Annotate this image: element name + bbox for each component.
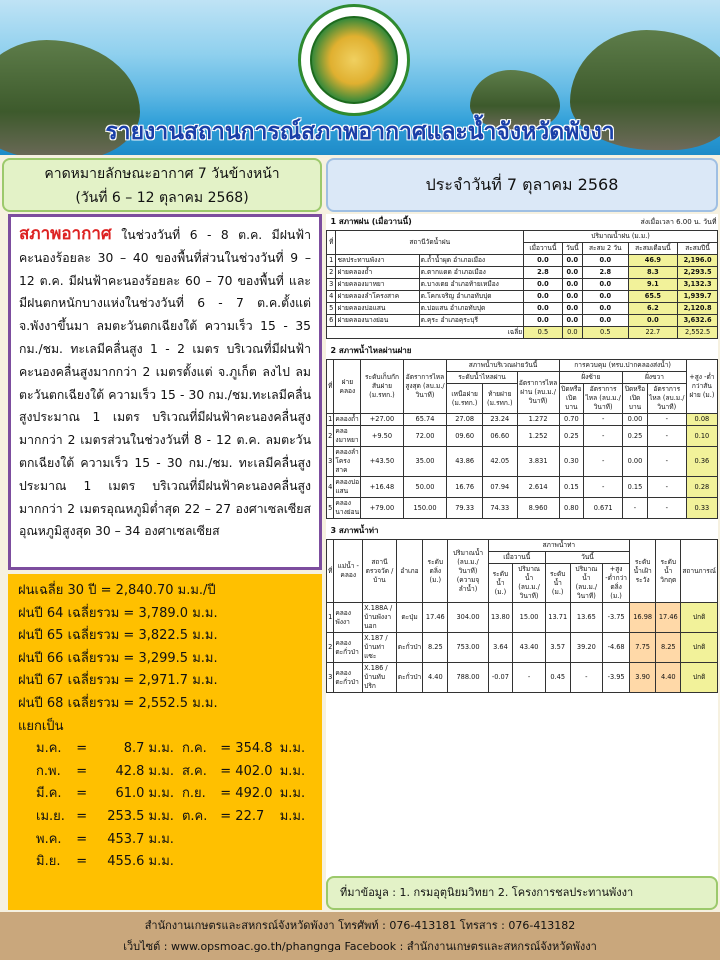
table-cell: 50.00 (403, 477, 447, 498)
table-cell: 0.0 (582, 255, 628, 267)
table-cell: 9.1 (628, 279, 677, 291)
table-cell: +79.00 (361, 498, 403, 519)
month-cell: มิ.ย. (36, 854, 61, 870)
month-cell (182, 829, 220, 852)
month-cell: = (76, 831, 88, 847)
month-cell: ม.ม. (279, 741, 306, 757)
table-cell: 17.46 (423, 603, 448, 633)
avg-cell: 2,552.5 (678, 327, 718, 339)
table-cell: 3 (327, 663, 334, 693)
table-cell: 07.94 (482, 477, 517, 498)
month-cell: ก.ย. (181, 786, 206, 802)
table-row (327, 663, 718, 693)
table-cell: 6.2 (628, 303, 677, 315)
table-cell: 06.60 (482, 426, 517, 447)
table-cell: 0.0 (524, 291, 563, 303)
table-row (327, 414, 718, 426)
month-row (18, 851, 318, 874)
month-cell: ส.ค. (181, 763, 207, 779)
table-cell: - (584, 477, 623, 498)
table3-title: 3 สภาพน้ำท่า (330, 526, 379, 535)
th-no: ที่ (327, 540, 334, 603)
table-cell: 0.33 (686, 498, 717, 519)
table-cell: 6 (327, 315, 336, 327)
th-col: เมื่อวานนี้ (524, 243, 563, 255)
table-row (327, 447, 718, 477)
table-cell: ตะปุ่ม (396, 603, 422, 633)
table-cell: 1.252 (517, 426, 559, 447)
month-cell: ก.พ. (36, 763, 61, 779)
rain-line: ฝนปี 67 เฉลี่ยรวม = 2,971.7 ม.ม. (18, 673, 218, 689)
th-sub: ระดับน้ำไหลผ่าน (447, 372, 517, 384)
table-cell: คลองมาหยา (334, 426, 361, 447)
table-cell: 3.57 (545, 633, 570, 663)
table-cell: 35.00 (403, 447, 447, 477)
table-cell: X.187 / บ้านท่าแซะ (363, 633, 397, 663)
table-row (327, 315, 718, 327)
month-cell: 453.7 ม.ม. (107, 831, 174, 847)
th-station: สถานีตรวจวัด / บ้าน (363, 540, 397, 603)
table1-title: 1 สภาพฝน (เมื่อวานนี้) (330, 217, 412, 226)
th-amount: ปริมาณน้ำฝน (ม.ม.) (524, 231, 718, 243)
month-row (18, 761, 318, 784)
month-row (18, 829, 318, 852)
table-cell: 304.00 (448, 603, 488, 633)
table-cell: 0.0 (582, 315, 628, 327)
table-cell: 27.08 (447, 414, 483, 426)
table-cell: ต.บ่อแสน อำเภอทับปุด (419, 303, 524, 315)
table-cell: - (570, 663, 603, 693)
table-cell: - (584, 414, 623, 426)
month-cell: = (76, 763, 88, 779)
table-cell: 0.0 (562, 291, 582, 303)
table-cell: 0.0 (582, 291, 628, 303)
th-situation: สถานการณ์ (681, 540, 718, 603)
rain-line: ฝนเฉลี่ย 30 ปี = 2,840.70 ม.ม./ปี (18, 583, 216, 598)
month-cell: = (76, 854, 88, 870)
avg-cell: 0.5 (524, 327, 563, 339)
forecast-box (2, 158, 322, 212)
table-cell: 0.0 (562, 267, 582, 279)
th-no: ที่ (327, 360, 334, 414)
table-cell: ฝายคลองนางย่อน (336, 315, 419, 327)
weather-keyword: สภาพอากาศ (19, 224, 112, 244)
table-cell: 5 (327, 498, 334, 519)
th-sub: วันนี้ (545, 552, 629, 564)
th-no: ที่ (327, 231, 336, 255)
table-cell: 0.00 (623, 447, 648, 477)
th-watch: ระดับน้ำเฝ้าระวัง (630, 540, 656, 603)
table-cell: 1 (327, 255, 336, 267)
month-cell: = (76, 786, 88, 802)
th-bank: ระดับตลิ่ง (ม.) (423, 540, 448, 603)
footer (0, 912, 720, 960)
table-cell: 3,632.6 (678, 315, 718, 327)
table-cell: ปกติ (681, 633, 718, 663)
th-col: สะสมเดือนนี้ (628, 243, 677, 255)
avg-cell: 0.0 (562, 327, 582, 339)
table-cell: 0.15 (623, 477, 648, 498)
table-cell: 39.20 (570, 633, 603, 663)
table-cell: 4.40 (656, 663, 681, 693)
table-cell: 0.0 (582, 303, 628, 315)
weir-table (326, 343, 718, 519)
table-row (327, 498, 718, 519)
table-cell: 1 (327, 603, 334, 633)
table-cell: 2.8 (582, 267, 628, 279)
table-cell: 43.40 (513, 633, 546, 663)
table-cell: ฝายคลองถ้ำ (336, 267, 419, 279)
table-cell: 42.05 (482, 447, 517, 477)
table-cell: คลองบ่อแสน (334, 477, 361, 498)
rain-line: ฝนปี 65 เฉลี่ยรวม = 3,822.5 ม.ม. (18, 628, 218, 644)
ministry-seal-icon (298, 4, 410, 116)
table-cell: 0.10 (686, 426, 717, 447)
table-cell: 0.0 (524, 279, 563, 291)
table-cell: 0.08 (686, 414, 717, 426)
th-critical: ระดับน้ำวิกฤต (656, 540, 681, 603)
month-cell: ม.ม. (279, 786, 306, 802)
table-cell: -0.07 (488, 663, 513, 693)
table-cell: 13.71 (545, 603, 570, 633)
table-cell: 65.5 (628, 291, 677, 303)
table-cell: คลองนางย่อน (334, 498, 361, 519)
th-level: ระดับเก็บกักสันฝาย (ม.รทก.) (361, 360, 403, 414)
footer-contact: สำนักงานเกษตรและสหกรณ์จังหวัดพังงา โทรศัพท์ : 076-413181 โทรสาร : 076-413182 (144, 919, 576, 932)
table-cell: +9.50 (361, 426, 403, 447)
table-cell: 0.25 (623, 426, 648, 447)
month-cell: 8.7 ม.ม. (123, 741, 174, 757)
month-row (18, 806, 318, 829)
table-cell: 15.00 (513, 603, 546, 633)
table-cell: ฝายคลองมาหยา (336, 279, 419, 291)
table-cell: -3.95 (603, 663, 630, 693)
th-status: สภาพน้ำบริเวณฝายวันนี้ (447, 360, 559, 372)
table-row (327, 303, 718, 315)
table-cell: 0.0 (582, 279, 628, 291)
month-cell: = (76, 741, 88, 757)
table-cell: +27.00 (361, 414, 403, 426)
th-maxflow: อัตราการไหลสูงสุด (ลบ.ม./วินาที) (403, 360, 447, 414)
table-cell: 0.0 (562, 315, 582, 327)
th-control: การควบคุม (ทรบ.ปากคลองส่งน้ำ) (559, 360, 686, 372)
month-cell: ม.ค. (36, 741, 62, 757)
forecast-line2: (วันที่ 6 – 12 ตุลาคม 2568) (75, 190, 249, 206)
table-cell: 2 (327, 633, 334, 663)
rain-line: ฝนปี 68 เฉลี่ยรวม = 2,552.5 ม.ม. (18, 695, 218, 711)
table-cell: 0.80 (559, 498, 584, 519)
table-cell: 7.75 (630, 633, 656, 663)
table-cell: 0.0 (562, 255, 582, 267)
table-cell: 2,120.8 (678, 303, 718, 315)
table-cell: ต.บางเตย อำเภอท้ายเหมือง (419, 279, 524, 291)
table-cell: 23.24 (482, 414, 517, 426)
weather-body: ในช่วงวันที่ 6 - 8 ต.ค. มีฝนฟ้าคะนองร้อยละ 30 – 40 ของพื้นที่ส่วนในช่วงวันที่ 9 – 12 ต.ค. มีฝนฟ้าคะนองร้อยละ 60 – 70 ของพื้นที่ และมีฝนตกหนักบางแห่งในช่วงวันที่ 6 - 7 ต.ค.ตั้งแต่ จ.พังงาขึ้นมา ลมตะวันตกเฉียงใต้ ความเร็ว 15 - 35 กม./ชม. ทะเลมีคลื่นสูง 1 - 2 เมตร บริเวณที่มีฝนฟ้าคะนองคลื่นสูงมากกว่า 2 เมตรตั้งแต่ จ.ภูเก็ต ลงไป ลมตะวันตกเฉียงใต้ ความเร็ว 15 - 30 กม./ชม.ทะเลมีคลื่นสูงประมาณ 1 เมตร บริเวณที่มีฝนฟ้าคะนองคลื่นสูงมากกว่า 2 เมตรส่วนในช่วงวันที่ 8 - 12 ต.ค. ลมตะวันตกเฉียงใต้ ความเร็ว 15 - 30 กม./ชม. ทะเลมีคลื่นสูงประมาณ 1 เมตร บริเวณที่มีฝนฟ้าคะนองคลื่นสูงมากกว่า 2 เมตรอุณหภูมิต่ำสุด 22 – 27 องศาเซลเซียส อุณหภูมิสูงสุด 30 – 34 องศาเซลเซียส (19, 228, 311, 539)
th-sub: ระดับน้ำ (ม.) (488, 564, 513, 603)
table-cell: ต.โคกเจริญ อำเภอทับปุด (419, 291, 524, 303)
table-cell: 0.30 (559, 447, 584, 477)
th-sub: เหนือฝาย (ม.รทก.) (447, 384, 483, 414)
table-cell: ชลประทานพังงา (336, 255, 419, 267)
table-cell: 0.36 (686, 447, 717, 477)
th-sub: ฝั่งขวา (623, 372, 687, 384)
rain-line: ฝนปี 66 เฉลี่ยรวม = 3,299.5 ม.ม. (18, 650, 218, 666)
table-cell: ต.ถ้ำน้ำผุด อำเภอเมือง (419, 255, 524, 267)
table-cell: 0.0 (524, 255, 563, 267)
monthly-rainfall (18, 738, 312, 874)
th-district: อำเภอ (396, 540, 422, 603)
th-sub: อัตราการไหล (ลบ.ม./วินาที) (584, 384, 623, 414)
table-cell: 5 (327, 303, 336, 315)
table-cell: ฝายคลองลำโครงสาค (336, 291, 419, 303)
table-cell: 43.86 (447, 447, 483, 477)
table-row (327, 603, 718, 633)
weather-summary (8, 214, 322, 570)
table-row (327, 291, 718, 303)
table-cell: 0.45 (545, 663, 570, 693)
table-row (327, 279, 718, 291)
table-cell: 2.614 (517, 477, 559, 498)
month-cell: ต.ค. (181, 808, 208, 824)
table-cell: -3.75 (603, 603, 630, 633)
month-cell (220, 829, 279, 852)
table-cell: ตะกั่วป่า (396, 663, 422, 693)
table-cell: 3 (327, 447, 334, 477)
month-cell (280, 829, 318, 852)
header-banner (0, 0, 720, 155)
month-cell: = 22.7 (220, 808, 265, 824)
table-cell: 8.25 (656, 633, 681, 663)
table-cell: 0.0 (524, 303, 563, 315)
table-cell: คลองตะกั่วป่า (334, 633, 363, 663)
table-cell: 1,939.7 (678, 291, 718, 303)
table-cell: คลองพังงา (334, 603, 363, 633)
table-cell: 8.960 (517, 498, 559, 519)
month-cell (182, 851, 220, 874)
table-cell: 16.76 (447, 477, 483, 498)
table-cell: ปกติ (681, 663, 718, 693)
month-cell: 61.0 ม.ม. (115, 786, 174, 802)
table-cell: - (647, 498, 686, 519)
date-box: ประจำวันที่ 7 ตุลาคม 2568 (326, 158, 718, 212)
th-sub: ฝั่งซ้าย (559, 372, 623, 384)
rain-table (326, 214, 718, 339)
table-cell: 13.80 (488, 603, 513, 633)
rain-line: แยกเป็น (18, 718, 64, 734)
table-cell: 09.60 (447, 426, 483, 447)
table-cell: X.186 / บ้านทับปริก (363, 663, 397, 693)
month-cell: = (76, 808, 88, 824)
table-cell: 0.28 (686, 477, 717, 498)
th-sub: ปริมาณน้ำ (ลบ.ม./วินาที) (513, 564, 546, 603)
table-cell: +16.48 (361, 477, 403, 498)
data-source: ที่มาข้อมูล : 1. กรมอุตุนิยมวิทยา 2. โครงการชลประทานพังงา (326, 876, 718, 910)
table-cell: - (584, 447, 623, 477)
month-cell: 253.5 ม.ม. (107, 808, 174, 824)
month-cell: ก.ค. (181, 741, 207, 757)
table-cell: 753.00 (448, 633, 488, 663)
tables-panel (326, 214, 718, 882)
th-weir: ฝายคลอง (334, 360, 361, 414)
th-sub: ท้ายฝาย (ม.รทก.) (482, 384, 517, 414)
table-cell: ตะกั่วป่า (396, 633, 422, 663)
table-cell: ต.คุระ อำเภอคุระบุรี (419, 315, 524, 327)
page-title: รายงานสถานการณ์สภาพอากาศและน้ำจังหวัดพังงา (105, 118, 615, 145)
table-cell: 2,293.5 (678, 267, 718, 279)
table-cell: +43.50 (361, 447, 403, 477)
table-cell: 0.0 (524, 315, 563, 327)
month-cell: พ.ค. (36, 831, 62, 847)
table-cell: 0.70 (559, 414, 584, 426)
month-cell: ม.ม. (279, 808, 306, 824)
th-sub: เมื่อวานนี้ (488, 552, 545, 564)
table-cell: 4.40 (423, 663, 448, 693)
table-cell: 0.25 (559, 426, 584, 447)
month-row (18, 783, 318, 806)
table-cell: ฝายคลองบ่อแสน (336, 303, 419, 315)
table-cell: 2,196.0 (678, 255, 718, 267)
th-sub: +สูง -ต่ำกว่าตลิ่ง (ม.) (603, 564, 630, 603)
table-cell: 65.74 (403, 414, 447, 426)
table-cell: 13.65 (570, 603, 603, 633)
table-cell: 4 (327, 477, 334, 498)
th-sub: ปิดหรือเปิดบาน (623, 384, 648, 414)
th-col: สะสมปีนี้ (678, 243, 718, 255)
table-cell: 79.33 (447, 498, 483, 519)
table-cell: คลองถ้ำ (334, 414, 361, 426)
month-cell: มี.ค. (36, 786, 62, 802)
month-row (18, 738, 318, 761)
month-cell: = 492.0 (220, 786, 273, 802)
table-cell: - (647, 447, 686, 477)
table-row (327, 633, 718, 663)
table-cell: 0.0 (562, 279, 582, 291)
month-cell: = 402.0 (220, 763, 273, 779)
table-cell: 0.0 (628, 315, 677, 327)
th-diff: +สูง -ต่ำกว่าสันฝาย (ม.) (686, 360, 717, 414)
table-cell: - (584, 426, 623, 447)
avg-label: เฉลี่ย (327, 327, 524, 339)
avg-cell: 0.5 (582, 327, 628, 339)
table-cell: 8.25 (423, 633, 448, 663)
table-cell: 2 (327, 267, 336, 279)
table-cell: 46.9 (628, 255, 677, 267)
table-cell: 3,132.3 (678, 279, 718, 291)
table-cell: 788.00 (448, 663, 488, 693)
th-sub: อัตราการไหลผ่าน (ลบ.ม./วินาที) (517, 372, 559, 414)
th-col: วันนี้ (562, 243, 582, 255)
th-state: สภาพน้ำท่า (488, 540, 629, 552)
table-cell: 0.15 (559, 477, 584, 498)
month-cell (220, 851, 279, 874)
table-cell: - (623, 498, 648, 519)
table-cell: 17.46 (656, 603, 681, 633)
table-cell: 0.0 (562, 303, 582, 315)
table-cell: 1 (327, 414, 334, 426)
table-cell: ปกติ (681, 603, 718, 633)
table-row (327, 426, 718, 447)
avg-cell: 22.7 (628, 327, 677, 339)
table-row (327, 255, 718, 267)
table-cell: 4 (327, 291, 336, 303)
th-sub: อัตราการไหล (ลบ.ม./วินาที) (647, 384, 686, 414)
table1-sent: ส่งเมื่อเวลา 6.00 น. วันที่ (640, 217, 717, 226)
forecast-line1: คาดหมายลักษณะอากาศ 7 วันข้างหน้า (44, 166, 280, 182)
th-col: สะสม 2 วัน (582, 243, 628, 255)
rain-line: ฝนปี 64 เฉลี่ยรวม = 3,789.0 ม.ม. (18, 605, 218, 621)
th-sub: ปิดหรือเปิดบาน (559, 384, 584, 414)
th-capacity: ปริมาณน้ำ (ลบ.ม./วินาที) (ความจุลำน้ำ) (448, 540, 488, 603)
table-cell: 8.3 (628, 267, 677, 279)
table2-title: 2 สภาพน้ำไหลผ่านฝาย (330, 346, 412, 355)
table-cell: -4.68 (603, 633, 630, 663)
table-cell: 3.64 (488, 633, 513, 663)
table-cell: 74.33 (482, 498, 517, 519)
table-cell: คลองตะกั่วป่า (334, 663, 363, 693)
table-cell: - (513, 663, 546, 693)
table-cell: 16.98 (630, 603, 656, 633)
table-cell: 0.671 (584, 498, 623, 519)
table-cell: 3.90 (630, 663, 656, 693)
table-row (327, 267, 718, 279)
table-cell: - (647, 477, 686, 498)
table-cell: 2.8 (524, 267, 563, 279)
table-cell: 150.00 (403, 498, 447, 519)
water-table (326, 523, 718, 693)
table-cell: คลองลำโครงสาค (334, 447, 361, 477)
month-cell: ม.ม. (279, 763, 306, 779)
table-cell: - (647, 414, 686, 426)
month-cell: 455.6 ม.ม. (107, 854, 174, 870)
table-cell: 0.00 (623, 414, 648, 426)
th-sub: ระดับน้ำ (ม.) (545, 564, 570, 603)
table-cell: 3.831 (517, 447, 559, 477)
month-cell (280, 851, 318, 874)
table-cell: 1.272 (517, 414, 559, 426)
table-cell: - (647, 426, 686, 447)
th-sub: ปริมาณน้ำ (ลบ.ม./วินาที) (570, 564, 603, 603)
th-river: แม่น้ำ - คลอง (334, 540, 363, 603)
table-cell: ต.ตากแดด อำเภอเมือง (419, 267, 524, 279)
table-cell: 3 (327, 279, 336, 291)
table-row (327, 477, 718, 498)
rainfall-summary (8, 574, 322, 910)
month-cell: 42.8 ม.ม. (115, 763, 174, 779)
th-station: สถานีวัดน้ำฝน (336, 231, 524, 255)
table-cell: 2 (327, 426, 334, 447)
month-cell: = 354.8 (220, 741, 273, 757)
month-cell: เม.ย. (36, 808, 65, 824)
table-cell: X.188A / บ้านพังงานอก (363, 603, 397, 633)
footer-web: เว็บไซต์ : www.opsmoac.go.th/phangnga Facebook : สำนักงานเกษตรและสหกรณ์จังหวัดพังงา (123, 940, 597, 953)
table-cell: 72.00 (403, 426, 447, 447)
